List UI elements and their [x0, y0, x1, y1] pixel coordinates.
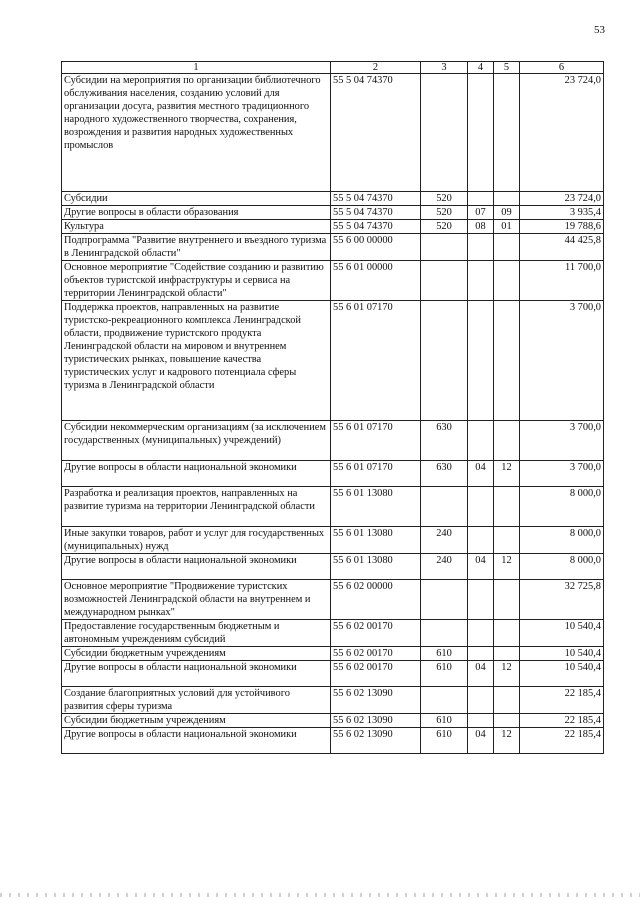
row-name: Субсидии бюджетным учреждениям: [62, 647, 331, 661]
row-name: Создание благоприятных условий для устойчивого развития сферы туризма: [62, 687, 331, 714]
row-pr: [494, 192, 520, 206]
row-code: 55 6 00 00000: [331, 234, 421, 261]
row-rz: 04: [468, 728, 494, 754]
row-vr: [421, 74, 468, 192]
row-rz: 08: [468, 220, 494, 234]
row-code: 55 6 01 13080: [331, 527, 421, 554]
row-rz: 04: [468, 554, 494, 580]
table-row: [62, 714, 604, 728]
row-rz: 04: [468, 461, 494, 487]
page-number: 53: [594, 24, 605, 36]
row-sum: 3 700,0: [520, 461, 604, 487]
table-row: [62, 647, 604, 661]
row-vr: 610: [421, 647, 468, 661]
row-rz: 04: [468, 661, 494, 687]
row-vr: 610: [421, 728, 468, 754]
row-name: Другие вопросы в области образования: [62, 206, 331, 220]
row-code: 55 5 04 74370: [331, 192, 421, 206]
table-row: [62, 728, 604, 754]
row-rz: [468, 620, 494, 647]
row-code: 55 5 04 74370: [331, 220, 421, 234]
row-vr: 610: [421, 714, 468, 728]
row-vr: 240: [421, 527, 468, 554]
row-vr: 630: [421, 421, 468, 461]
row-pr: 12: [494, 461, 520, 487]
row-sum: 10 540,4: [520, 661, 604, 687]
row-vr: [421, 580, 468, 620]
row-vr: 610: [421, 661, 468, 687]
row-vr: 520: [421, 192, 468, 206]
table-row: [62, 580, 604, 620]
row-sum: 11 700,0: [520, 261, 604, 301]
row-code: 55 6 02 00170: [331, 647, 421, 661]
table-row: [62, 461, 604, 487]
header-col-1: 1: [62, 62, 331, 74]
row-pr: [494, 647, 520, 661]
row-name: Культура: [62, 220, 331, 234]
row-name: Иные закупки товаров, работ и услуг для государственных (муниципальных) нужд: [62, 527, 331, 554]
row-name: Субсидии некоммерческим организациям (за исключением государственных (муниципальных) учреждений): [62, 421, 331, 461]
table-row: [62, 687, 604, 714]
table-row: [62, 620, 604, 647]
row-pr: [494, 301, 520, 421]
row-sum: 22 185,4: [520, 714, 604, 728]
row-pr: [494, 487, 520, 527]
row-rz: [468, 687, 494, 714]
row-name: Поддержка проектов, направленных на развитие туристско-рекреационного комплекса Ленинградской области, продвижение туристского продукта Ленинградской области на мировом и внутреннем туристических рынках, повышение качества туристических услуг и кадрового потенциала сферы туризма в Ленинградской области: [62, 301, 331, 421]
row-pr: 12: [494, 554, 520, 580]
row-pr: [494, 261, 520, 301]
row-vr: [421, 301, 468, 421]
row-name: Основное мероприятие "Продвижение туристских возможностей Ленинградской области на внутреннем и международном рынках": [62, 580, 331, 620]
row-sum: 3 700,0: [520, 421, 604, 461]
row-sum: 23 724,0: [520, 74, 604, 192]
row-pr: [494, 580, 520, 620]
row-code: 55 6 02 00000: [331, 580, 421, 620]
row-rz: [468, 234, 494, 261]
row-rz: [468, 192, 494, 206]
row-sum: 8 000,0: [520, 554, 604, 580]
row-name: Другие вопросы в области национальной экономики: [62, 661, 331, 687]
row-sum: 19 788,6: [520, 220, 604, 234]
row-pr: 12: [494, 661, 520, 687]
table-row: [62, 527, 604, 554]
row-code: 55 5 04 74370: [331, 74, 421, 192]
table-row: [62, 220, 604, 234]
row-sum: 3 935,4: [520, 206, 604, 220]
row-name: Другие вопросы в области национальной экономики: [62, 728, 331, 754]
table-row: [62, 74, 604, 192]
row-pr: 12: [494, 728, 520, 754]
row-rz: [468, 580, 494, 620]
row-pr: 09: [494, 206, 520, 220]
row-pr: [494, 234, 520, 261]
row-code: 55 6 02 13090: [331, 728, 421, 754]
row-name: Субсидии: [62, 192, 331, 206]
row-code: 55 5 04 74370: [331, 206, 421, 220]
row-name: Предоставление государственным бюджетным и автономным учреждениям субсидий: [62, 620, 331, 647]
row-name: Другие вопросы в области национальной экономики: [62, 554, 331, 580]
row-pr: [494, 74, 520, 192]
row-code: 55 6 01 13080: [331, 487, 421, 527]
row-pr: [494, 714, 520, 728]
row-name: Основное мероприятие "Содействие созданию и развитию объектов туристской инфраструктуры и сервиса на территории Ленинградской области": [62, 261, 331, 301]
row-pr: [494, 620, 520, 647]
row-pr: [494, 687, 520, 714]
table-row: [62, 661, 604, 687]
header-col-3: 3: [421, 62, 468, 74]
row-pr: [494, 421, 520, 461]
row-rz: [468, 714, 494, 728]
header-col-4: 4: [468, 62, 494, 74]
row-vr: 240: [421, 554, 468, 580]
row-name: Другие вопросы в области национальной экономики: [62, 461, 331, 487]
table-row: [62, 421, 604, 461]
row-code: 55 6 01 07170: [331, 301, 421, 421]
table-row: [62, 234, 604, 261]
row-name: Подпрограмма "Развитие внутреннего и въездного туризма в Ленинградской области": [62, 234, 331, 261]
row-sum: 22 185,4: [520, 687, 604, 714]
row-code: 55 6 01 13080: [331, 554, 421, 580]
row-rz: [468, 421, 494, 461]
row-sum: 22 185,4: [520, 728, 604, 754]
row-rz: [468, 301, 494, 421]
row-sum: 10 540,4: [520, 620, 604, 647]
row-sum: 44 425,8: [520, 234, 604, 261]
row-sum: 23 724,0: [520, 192, 604, 206]
row-sum: 10 540,4: [520, 647, 604, 661]
header-col-5: 5: [494, 62, 520, 74]
row-code: 55 6 02 00170: [331, 661, 421, 687]
row-pr: [494, 527, 520, 554]
budget-table: [61, 61, 604, 754]
row-vr: 520: [421, 220, 468, 234]
row-code: 55 6 01 00000: [331, 261, 421, 301]
table-row: [62, 301, 604, 421]
scan-edge-artifact: [0, 893, 640, 897]
row-vr: [421, 687, 468, 714]
row-vr: 520: [421, 206, 468, 220]
row-sum: 8 000,0: [520, 487, 604, 527]
table-row: [62, 206, 604, 220]
table-row: [62, 261, 604, 301]
row-code: 55 6 02 00170: [331, 620, 421, 647]
row-vr: [421, 261, 468, 301]
header-col-2: 2: [331, 62, 421, 74]
row-rz: 07: [468, 206, 494, 220]
row-rz: [468, 74, 494, 192]
table-row: [62, 554, 604, 580]
row-vr: [421, 234, 468, 261]
row-sum: 3 700,0: [520, 301, 604, 421]
row-vr: [421, 620, 468, 647]
header-col-6: 6: [520, 62, 604, 74]
table-row: [62, 487, 604, 527]
row-code: 55 6 01 07170: [331, 421, 421, 461]
row-rz: [468, 527, 494, 554]
row-sum: 32 725,8: [520, 580, 604, 620]
row-code: 55 6 02 13090: [331, 714, 421, 728]
row-vr: [421, 487, 468, 527]
row-name: Субсидии бюджетным учреждениям: [62, 714, 331, 728]
row-name: Разработка и реализация проектов, направленных на развитие туризма на территории Ленинградской области: [62, 487, 331, 527]
row-code: 55 6 02 13090: [331, 687, 421, 714]
row-rz: [468, 261, 494, 301]
table-row: [62, 192, 604, 206]
header-row: [62, 62, 604, 74]
row-vr: 630: [421, 461, 468, 487]
row-name: Субсидии на мероприятия по организации библиотечного обслуживания населения, созданию условий для организации досуга, развития местного традиционного народного художественного творчества, сохранения, возрождения и развития народных художественных промыслов: [62, 74, 331, 192]
row-pr: 01: [494, 220, 520, 234]
row-sum: 8 000,0: [520, 527, 604, 554]
row-rz: [468, 647, 494, 661]
row-code: 55 6 01 07170: [331, 461, 421, 487]
row-rz: [468, 487, 494, 527]
